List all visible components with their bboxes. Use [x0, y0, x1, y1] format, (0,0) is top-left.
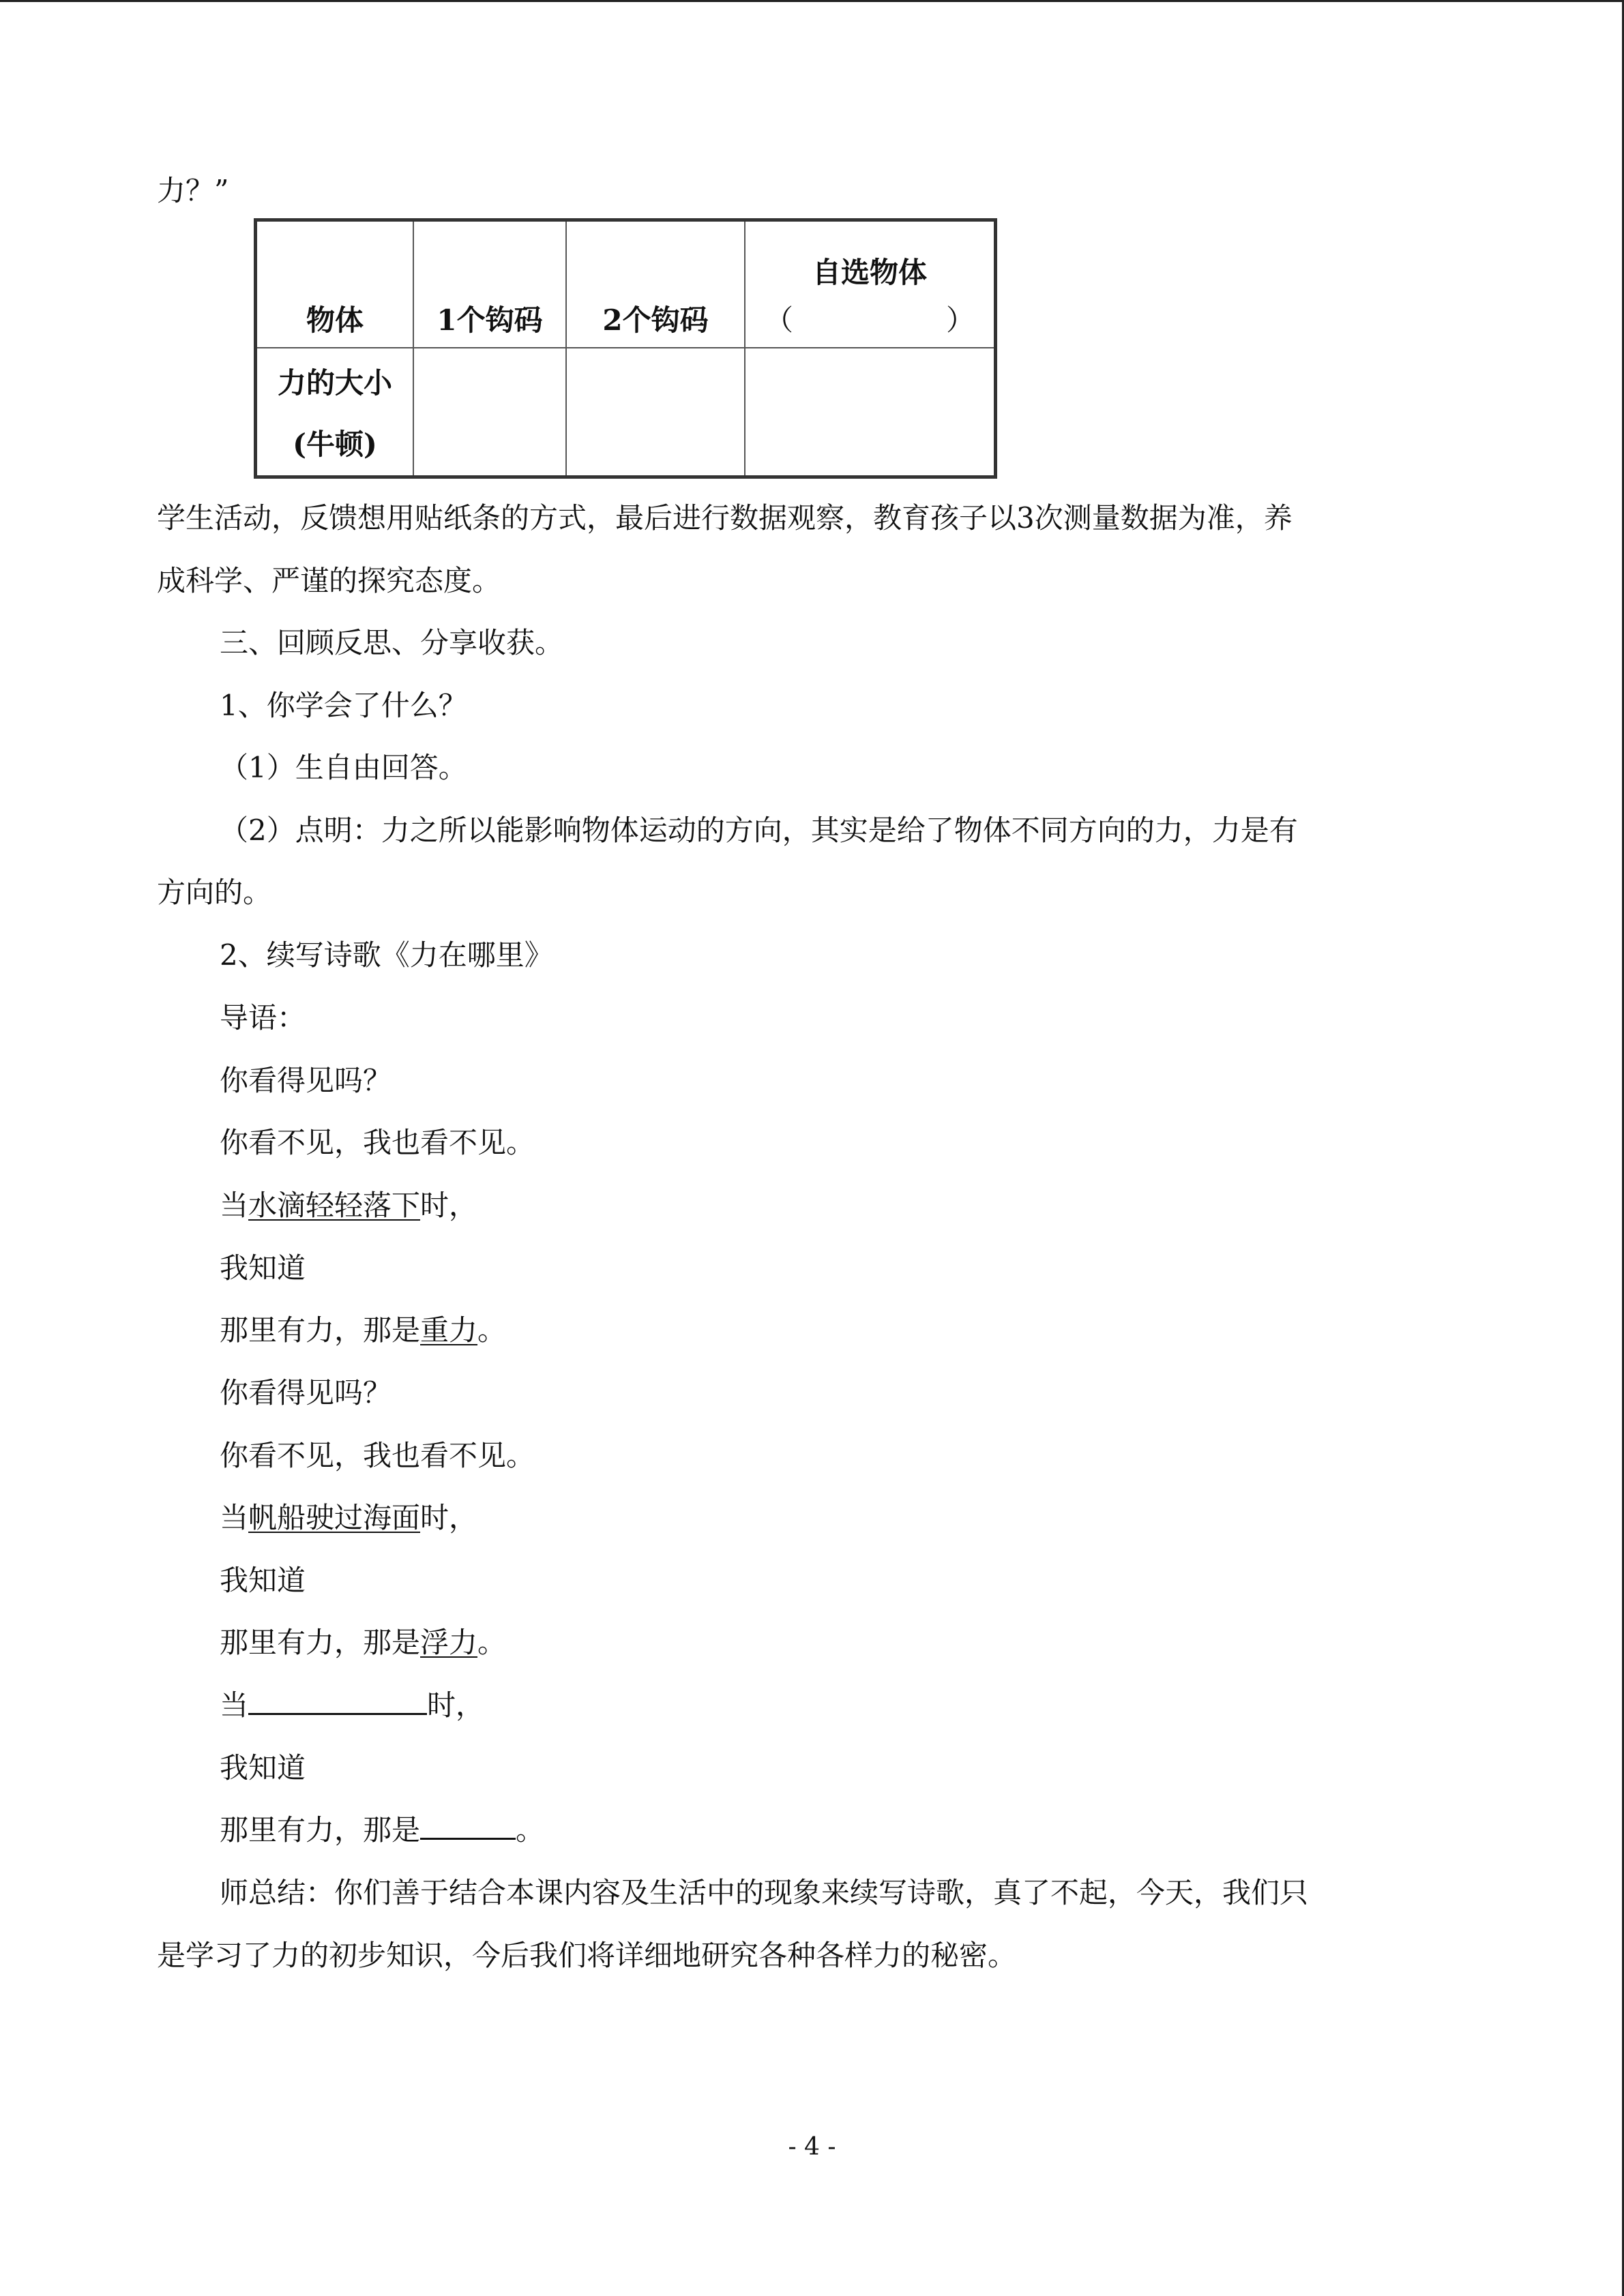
poem-see-question: 你看得见吗？ [220, 1064, 392, 1097]
header-two-hooks: 2个钩码 [566, 220, 745, 348]
stanza-2-force: 浮力 [420, 1626, 478, 1659]
poem-when-line: 当水滴轻轻落下时， [220, 1189, 478, 1222]
row-label-force: 力的大小 (牛顿) [256, 348, 414, 477]
poem-cant-see: 你看不见，我也看不见。 [220, 1439, 535, 1472]
poem-force-line: 那里有力，那是浮力。 [220, 1626, 507, 1659]
question-1: 1、你学会了什么？ [220, 689, 467, 722]
continuation-text: 力？” [157, 174, 229, 207]
scene-blank [248, 1690, 427, 1715]
page-number: - 4 - [788, 2133, 836, 2161]
section-3-heading: 三、回顾反思、分享收获。 [220, 626, 564, 659]
header-custom-object [745, 220, 996, 348]
header-one-hook: 1个钩码 [413, 220, 566, 348]
answer-1: （1）生自由回答。 [220, 751, 467, 784]
question-2: 2、续写诗歌《力在哪里》 [220, 938, 553, 972]
cell-custom [745, 348, 996, 477]
poem-cant-see: 你看不见，我也看不见。 [220, 1126, 535, 1159]
cell-two-hooks [566, 348, 745, 477]
paren-open: （ [765, 303, 794, 337]
paragraph-1-line-1: 学生活动，反馈想用贴纸条的方式，最后进行数据观察，教育孩子以3次测量数据为准，养 [157, 501, 1293, 535]
stanza-1-scene: 水滴轻轻落下 [248, 1189, 421, 1222]
answer-2-line-1: （2）点明：力之所以能影响物体运动的方向，其实是给了物体不同方向的力，力是有 [220, 814, 1298, 847]
poem-when-line: 当帆船驶过海面时， [220, 1501, 478, 1534]
answer-2-line-2: 方向的。 [157, 876, 272, 909]
measurement-table [254, 218, 997, 479]
stanza-1-force: 重力 [420, 1313, 478, 1347]
summary-line-2: 是学习了力的初步知识，今后我们将详细地研究各种各样力的秘密。 [157, 1939, 1017, 1972]
poem-force-line: 那里有力，那是 。 [220, 1813, 545, 1847]
poem-i-know: 我知道 [220, 1564, 306, 1597]
poem-when-line: 当 时， [220, 1688, 485, 1722]
table-row [256, 348, 996, 477]
stanza-2-scene: 帆船驶过海面 [248, 1501, 421, 1534]
poem-force-line: 那里有力，那是重力。 [220, 1313, 507, 1347]
poem-i-know: 我知道 [220, 1251, 306, 1285]
table-header-row [256, 220, 996, 348]
paragraph-1-line-2: 成科学、严谨的探究态度。 [157, 564, 501, 597]
summary-line-1: 师总结：你们善于结合本课内容及生活中的现象来续写诗歌，真了不起，今天，我们只 [220, 1876, 1309, 1909]
cell-one-hook [413, 348, 566, 477]
paren-close: ） [945, 303, 975, 337]
force-blank [420, 1815, 516, 1840]
custom-object-label: 自选物体 [812, 256, 927, 289]
intro-label: 导语： [220, 1001, 306, 1034]
poem-see-question: 你看得见吗？ [220, 1376, 392, 1410]
poem-i-know: 我知道 [220, 1751, 306, 1785]
header-object: 物体 [256, 220, 414, 348]
